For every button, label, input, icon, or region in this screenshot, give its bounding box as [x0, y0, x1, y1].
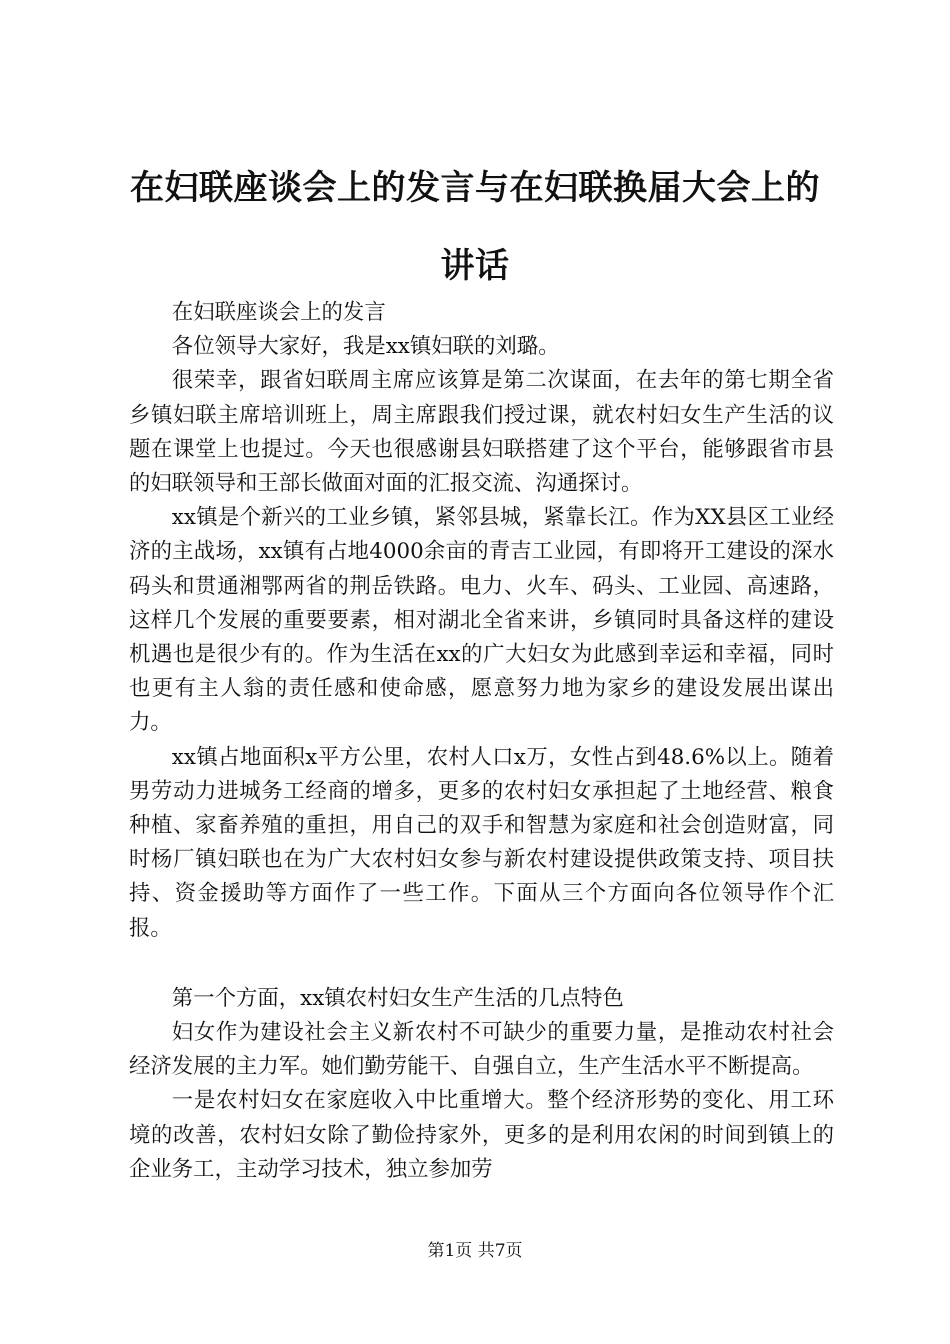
document-title-line-2: 讲话 [440, 246, 510, 286]
paragraph-spacer [129, 946, 834, 982]
paragraph-greeting: 各位领导大家好，我是xx镇妇联的刘璐。 [171, 334, 560, 360]
paragraph-point-one: 一是农村妇女在家庭收入中比重增大。整个经济形势的变化、用工环境的改善，农村妇女除了勤俭持家外，更多的是利用农闲的时间到镇上的企业务工，主动学习技术，独立参加劳 [129, 1088, 834, 1182]
page-footer: 第1页 共7页 [427, 1241, 523, 1261]
section-heading-first-aspect: 第一个方面，xx镇农村妇女生产生活的几点特色 [171, 985, 624, 1011]
paragraph-women-role: 妇女作为建设社会主义新农村不可缺少的重要力量，是推动农村社会经济发展的主力军。她们勤劳能干、自强自立，生产生活水平不断提高。 [129, 1020, 834, 1080]
paragraph-town-statistics: xx镇占地面积x平方公里，农村人口x万，女性占到48.6%以上。随着男劳动力进城务工经商的增多，更多的农村妇女承担起了土地经营、粮食种植、家畜养殖的重担，用自己的双手和智慧为家庭和社会创造财富，同时杨厂镇妇联也在为广大农村妇女参与新农村建设提供政策支持、项目扶持、资金援助等方面作了一些工作。下面从三个方面向各位领导作个汇报。 [129, 744, 834, 941]
paragraph-subtitle: 在妇联座谈会上的发言 [171, 300, 386, 325]
paragraph-town-overview: xx镇是个新兴的工业乡镇，紧邻县城，紧靠长江。作为XX县区工业经济的主战场，xx镇有占地4000余亩的青吉工业园，有即将开工建设的深水码头和贯通湘鄂两省的荆岳铁路。电力、火车、码头、工业园、高速路，这样几个发展的重要要素，相对湖北全省来讲，乡镇同时具备这样的建设机遇也是很少有的。作为生活在xx的广大妇女为此感到幸运和幸福，同时也更有主人翁的责任感和使命感，愿意努力地为家乡的建设发展出谋出力。 [129, 505, 834, 736]
document-title-line-1: 在妇联座谈会上的发言与在妇联换届大会上的 [130, 168, 820, 208]
document-body [129, 296, 834, 1187]
paragraph-intro: 很荣幸，跟省妇联周主席应该算是第二次谋面，在去年的第七期全省乡镇妇联主席培训班上，周主席跟我们授过课，就农村妇女生产生活的议题在课堂上也提过。今天也很感谢县妇联搭建了这个平台，能够跟省市县的妇联领导和王部长做面对面的汇报交流、沟通探讨。 [129, 368, 834, 497]
